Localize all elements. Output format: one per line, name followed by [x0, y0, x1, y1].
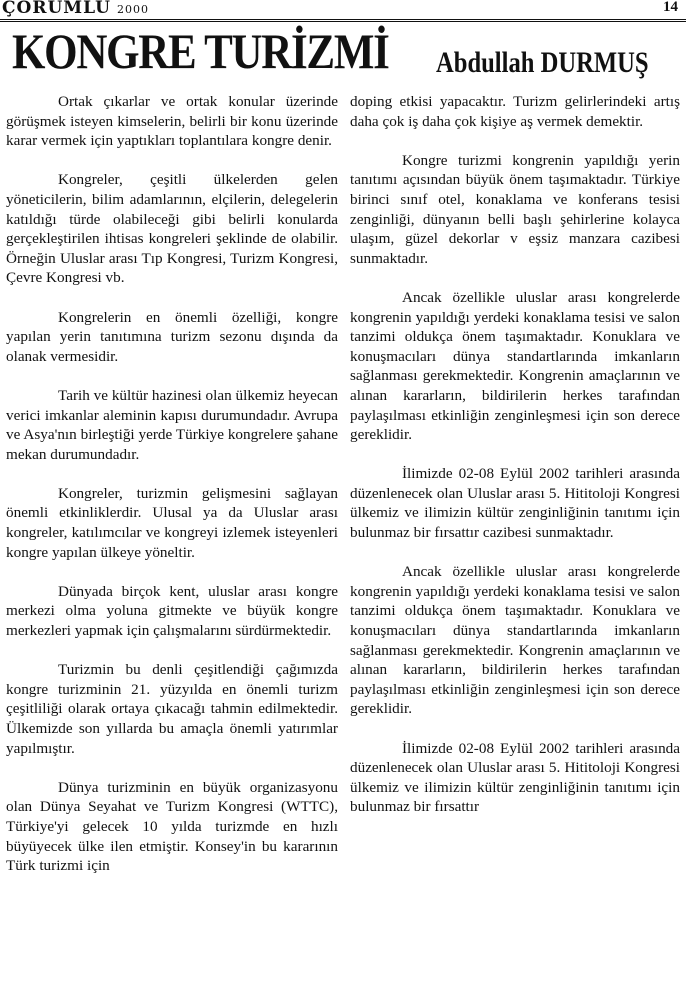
magazine-name	[2, 0, 149, 18]
page-number: 14	[663, 0, 678, 15]
paragraph: Ortak çıkarlar ve ortak konular üzerinde görüşmek isteyen kimselerin, belirli bir konu üzerinde karar vermek için yaptıkları toplantılara kongre denir.	[6, 93, 338, 150]
paragraph: Turizmin bu denli çeşitlendiği çağımızda kongre turizminin 21. yüzyılda en önemli turizm çeşitliliği olarak ortaya çıkacağı tahmin edilmektedir. Ülkemizde son yıllarda bu amaçla önemli yatırımlar yapılmıştır.	[6, 661, 338, 757]
page-header	[0, 0, 686, 20]
paragraph: Kongreler, turizmin gelişmesini sağlayan önemli etkinliklerdir. Ulusal ya da Uluslar arası kongreler, katılımcılar ve kongreyi izlemek isteyenleri kongre yapılan ülkeye yöneltir.	[6, 484, 338, 561]
paragraph: Kongre turizmi kongrenin yapıldığı yerin tanıtımı açısından büyük önem taşımaktadır. Türkiye birinci sınıf otel, konaklama ve konferans tesisi zenginliği, dünyanın belli başlı şehirlerine kolayca ulaşım, güzel dekorlar v eşsiz manzara cazibesi sunmaktadır.	[350, 151, 680, 267]
paragraph: İlimizde 02-08 Eylül 2002 tarihleri arasında düzenlenecek olan Uluslar arası 5. Hititoloji Kongresi ülkemiz ve ilimizin kültür zenginliğinin tanıtımı için bulunmaz bir fırsattır cazibesi sunmaktadır.	[350, 465, 680, 542]
article-author: Abdullah DURMUŞ	[436, 46, 649, 79]
paragraph: Kongrelerin en önemli özelliği, kongre yapılan yerin tanıtımına turizm sezonu dışında da olanak vermesidir.	[6, 308, 338, 365]
right-column	[350, 92, 680, 837]
article-title-block	[12, 22, 682, 86]
paragraph: Kongreler, çeşitli ülkelerden gelen yöneticilerin, bilim adamlarının, elçilerin, delegelerin katıldığı türde olabileceği gibi belirli konularda gerçekleştirilen ihtisas kongreleri şeklinde de olabilir. Örneğin Uluslar arası Tıp Kongresi, Turizm Kongresi, Çevre Kongresi vb.	[6, 171, 338, 287]
paragraph: Ancak özellikle uluslar arası kongrelerde kongrenin yapıldığı yerdeki konaklama tesisi ve salon tanzimi oldukça önem taşımaktadır. Konuklara ve konuşmacıları dünya standartlarında imkanların sağlanması gerekmektedir. Kongrenin amaçlarının ve alınan kararların, bildirilerin herkes tarafından paylaşılması etkinliğin zenginleşmesi için son derece gereklidir.	[350, 563, 680, 718]
paragraph: Tarih ve kültür hazinesi olan ülkemiz heyecan verici imkanlar aleminin kapısı durumundadır. Avrupa ve Asya'nın birleştiği yerde Türkiye kongrelere şahane mekan durumundadır.	[6, 386, 338, 463]
paragraph: Ancak özellikle uluslar arası kongrelerde kongrenin yapıldığı yerdeki konaklama tesisi ve salon tanzimi oldukça önem taşımaktadır. Konuklara ve konuşmacıları dünya standartlarında imkanların sağlanması gerekmektedir. Kongrenin amaçlarının ve alınan kararların, bildirilerin herkes tarafından paylaşılması etkinliğin zenginleşmesi için son derece gereklidir.	[350, 288, 680, 444]
paragraph: İlimizde 02-08 Eylül 2002 tarihleri arasında düzenlenecek olan Uluslar arası 5. Hititoloji Kongresi ülkemiz ve ilimizin kültür zenginliğinin tanıtımı için bulunmaz bir fırsattır	[350, 739, 680, 816]
left-column	[6, 92, 338, 895]
magazine-title: ÇORUMLU	[2, 0, 111, 18]
paragraph: Dünyada birçok kent, uluslar arası kongre merkezi olma yoluna gitmekte ve büyük kongre merkezleri yapmak için çalışmalarını sürdürmektedir.	[6, 582, 338, 640]
paragraph: Dünya turizminin en büyük organizasyonu olan Dünya Seyahat ve Turizm Kongresi (WTTC), Türkiye'yi gelecek 10 yılda turizmde en hızlı büyüyecek ülke ilen etmiştir. Konsey'in bu kararının Türk turizmi için	[6, 778, 338, 875]
paragraph: doping etkisi yapacaktır. Turizm gelirlerindeki artış daha çok iş daha çok kişiye aş vermek demektir.	[350, 93, 680, 130]
article-title: KONGRE TURİZMİ	[12, 23, 389, 79]
magazine-year: 2000	[116, 3, 149, 16]
